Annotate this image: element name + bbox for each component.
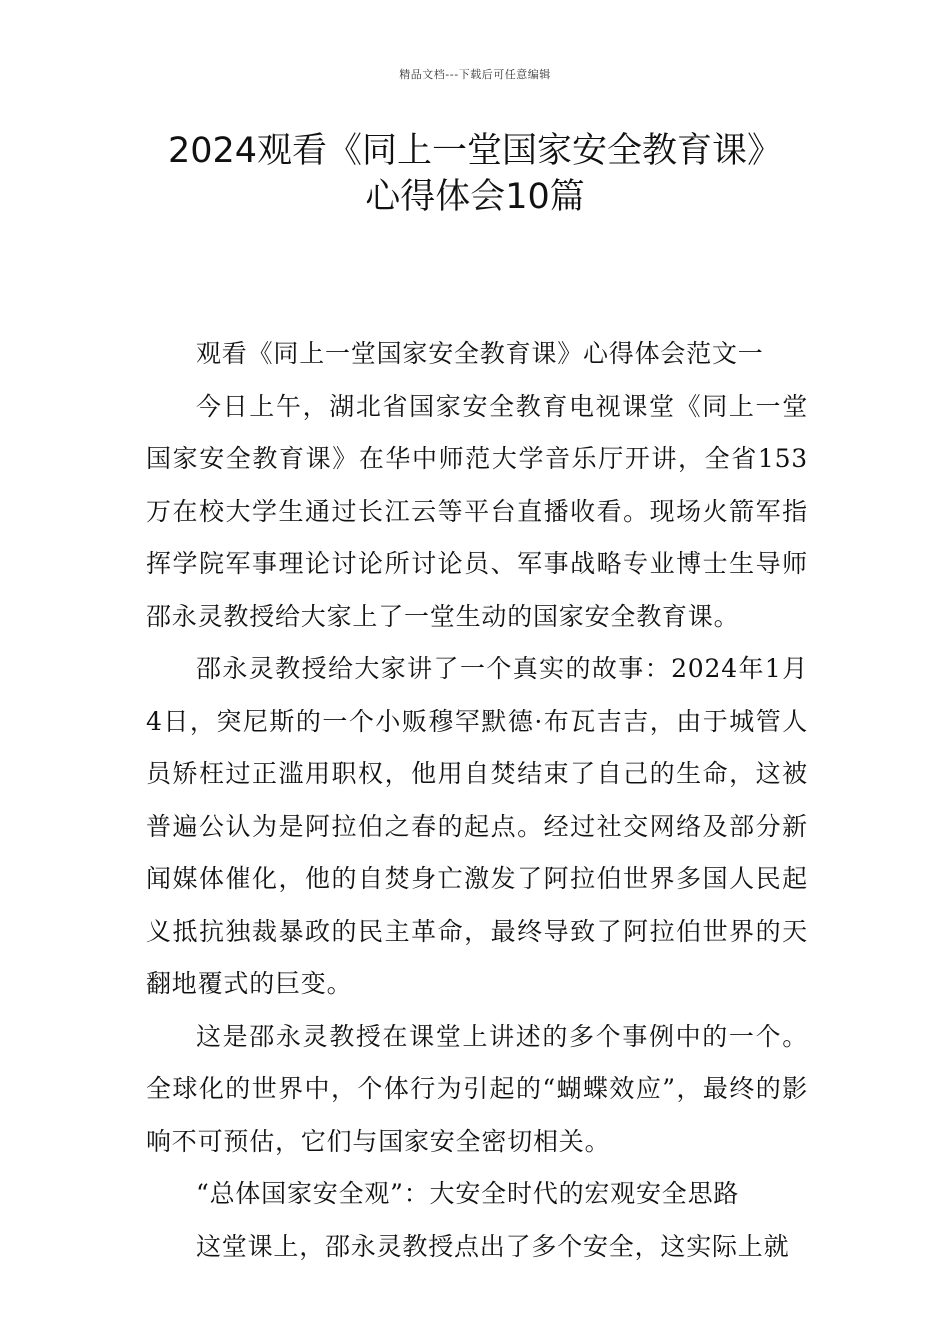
section-heading: 观看《同上一堂国家安全教育课》心得体会范文一	[196, 339, 764, 368]
paragraph: 邵永灵教授给大家讲了一个真实的故事：2024年1月4日，突尼斯的一个小贩穆罕默德·布瓦吉吉，由于城管人员矫枉过正滥用职权，他用自焚结束了自己的生命，这被普遍公认为是阿拉伯之春的起点。经过社交网络及部分新闻媒体催化，他的自焚身亡激发了阿拉伯世界多国人民起义抵抗独裁暴政的民主革命，最终导致了阿拉伯世界的天翻地覆式的巨变。	[146, 654, 808, 998]
paragraph: 今日上午，湖北省国家安全教育电视课堂《同上一堂国家安全教育课》在华中师范大学音乐厅开讲，全省153万在校大学生通过长江云等平台直播收看。现场火箭军指挥学院军事理论讨论所讨论员、军事战略专业博士生导师邵永灵教授给大家上了一堂生动的国家安全教育课。	[146, 391, 808, 631]
document-title-line-1: 2024观看《同上一堂国家安全教育课》	[167, 131, 783, 171]
paragraph: 这是邵永灵教授在课堂上讲述的多个事例中的一个。全球化的世界中，个体行为引起的“蝴蝶效应”，最终的影响不可预估，它们与国家安全密切相关。	[146, 1021, 808, 1156]
document-title-line-2: 心得体会10篇	[365, 177, 585, 217]
document-body	[146, 328, 808, 1273]
header-note: 精品文档---下载后可任意编辑	[399, 68, 551, 81]
section-subheading: “总体国家安全观”：大安全时代的宏观安全思路	[196, 1179, 740, 1208]
paragraph: 这堂课上，邵永灵教授点出了多个安全，这实际上就	[196, 1231, 790, 1261]
document-title	[100, 128, 850, 220]
